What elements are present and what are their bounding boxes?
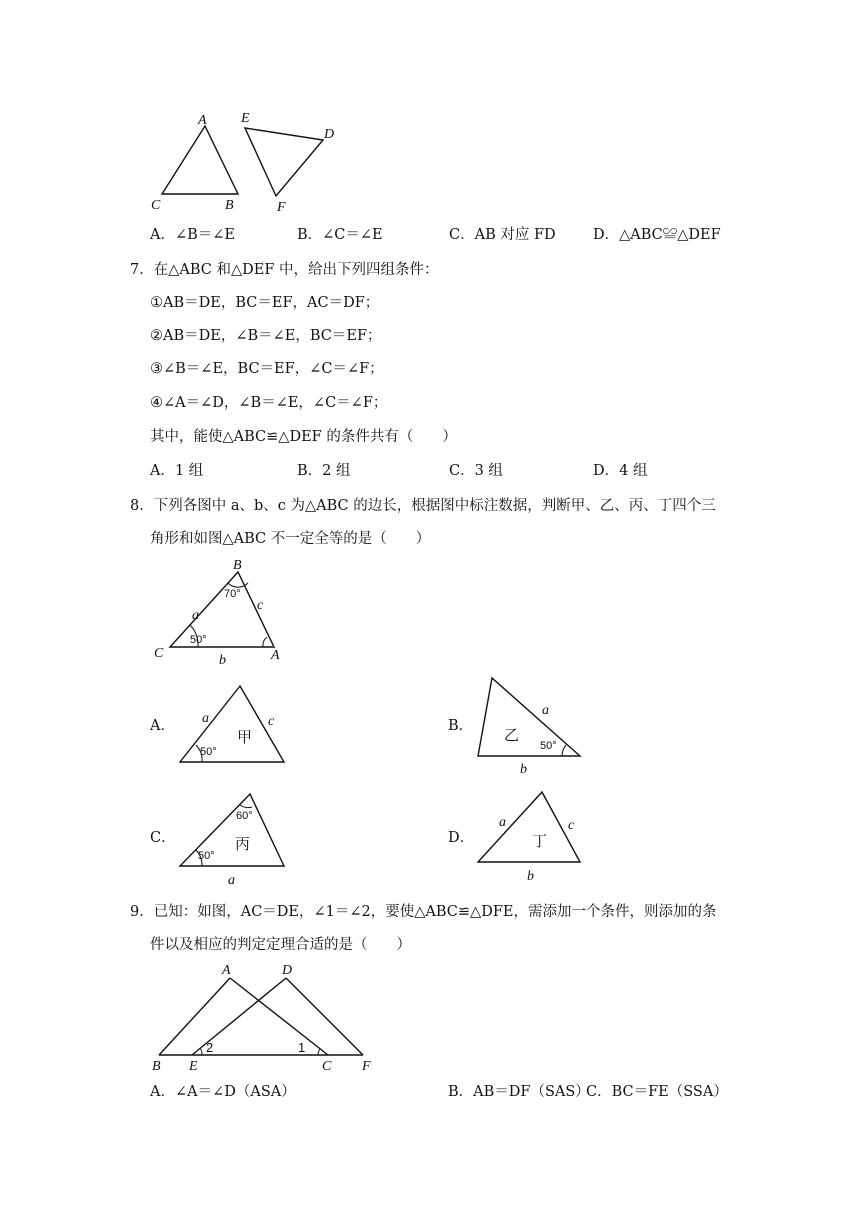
q9-label-D: D bbox=[282, 963, 293, 978]
q8-label-c: c bbox=[257, 598, 264, 613]
q9-stem-line2: 件以及相应的判定定理合适的是（ ） bbox=[150, 937, 411, 953]
q8-option-a-letter[interactable]: A． bbox=[150, 718, 175, 734]
triangle-def bbox=[245, 128, 323, 196]
q8-option-a-figure bbox=[176, 682, 296, 772]
q9-label-F: F bbox=[362, 1059, 371, 1074]
label-B: B bbox=[225, 198, 234, 213]
q6-option-b[interactable]: B．∠C＝∠E bbox=[297, 227, 383, 243]
q7-condition-2: ②AB＝DE，∠B＝∠E，BC＝EF； bbox=[150, 328, 382, 344]
q8-stem-line2: 角形和如图△ABC 不一定全等的是（ ） bbox=[150, 531, 431, 547]
label-A: A bbox=[198, 113, 207, 128]
q7-question: 其中，能使△ABC≌△DEF 的条件共有（ ） bbox=[150, 429, 457, 445]
label-C: C bbox=[151, 198, 161, 213]
q8-option-b-letter[interactable]: B． bbox=[448, 718, 474, 734]
q8-option-c-figure bbox=[176, 788, 296, 892]
q7-stem: 7．在△ABC 和△DEF 中，给出下列四组条件： bbox=[130, 262, 439, 278]
q7-option-b[interactable]: B．2 组 bbox=[297, 463, 351, 479]
q8-a-side-c: c bbox=[268, 714, 275, 729]
q7-condition-4: ④∠A＝∠D，∠B＝∠E，∠C＝∠F； bbox=[150, 395, 388, 411]
q8-label-A: A bbox=[271, 648, 280, 663]
q8-b-side-b: b bbox=[520, 762, 527, 777]
q8-c-angle-top: 60° bbox=[236, 810, 253, 822]
q8-main-figure bbox=[150, 556, 290, 666]
label-D: D bbox=[324, 127, 335, 142]
q6-option-a[interactable]: A．∠B＝∠E bbox=[150, 227, 236, 243]
q9-stem-line1: 9．已知：如图，AC＝DE，∠1＝∠2，要使△ABC≌△DFE，需添加一个条件，则添加的条 bbox=[130, 904, 717, 920]
q8-d-name: 丁 bbox=[532, 832, 548, 850]
q8-d-side-b: b bbox=[527, 869, 534, 884]
q8-a-side-a: a bbox=[202, 711, 209, 726]
q8-c-name: 丙 bbox=[235, 835, 251, 853]
q8-b-angle: 50° bbox=[540, 740, 557, 752]
q8-b-side-a: a bbox=[542, 703, 549, 718]
q6-figure bbox=[145, 108, 345, 218]
q6-option-c[interactable]: C．AB 对应 FD bbox=[449, 227, 556, 243]
label-E: E bbox=[241, 111, 250, 126]
q9-option-b[interactable]: B．AB＝DF（SAS） bbox=[448, 1084, 590, 1100]
q7-condition-1: ①AB＝DE，BC＝EF，AC＝DF； bbox=[150, 295, 380, 311]
q8-option-d-letter[interactable]: D． bbox=[448, 830, 475, 846]
q8-a-angle: 50° bbox=[200, 746, 217, 758]
q6-option-d[interactable]: D．△ABC≌△DEF bbox=[593, 227, 721, 243]
q8-label-B: B bbox=[233, 558, 242, 573]
q9-angle-2: 2 bbox=[206, 1040, 214, 1055]
q9-option-a[interactable]: A．∠A＝∠D（ASA） bbox=[150, 1084, 296, 1100]
q8-option-d-figure bbox=[472, 786, 592, 890]
q8-c-side-a: a bbox=[228, 873, 235, 888]
q7-condition-3: ③∠B＝∠E，BC＝EF，∠C＝∠F； bbox=[150, 361, 384, 377]
q8-label-b: b bbox=[219, 653, 226, 668]
q8-label-C: C bbox=[154, 646, 164, 661]
q8-angle-70: 70° bbox=[224, 588, 241, 600]
q9-label-B: B bbox=[152, 1059, 161, 1074]
q7-option-a[interactable]: A．1 组 bbox=[150, 463, 204, 479]
triangle-abc bbox=[162, 126, 238, 194]
q9-figure bbox=[148, 960, 388, 1075]
q9-option-c[interactable]: C．BC＝FE（SSA） bbox=[586, 1084, 728, 1100]
q9-angle-1: 1 bbox=[298, 1040, 306, 1055]
q7-option-c[interactable]: C．3 组 bbox=[449, 463, 503, 479]
q8-c-angle: 50° bbox=[198, 850, 215, 862]
q9-label-A: A bbox=[222, 963, 231, 978]
q8-stem-line1: 8．下列各图中 a、b、c 为△ABC 的边长，根据图中标注数据，判断甲、乙、丙、丁四个三 bbox=[130, 498, 716, 514]
q8-angle-50: 50° bbox=[190, 634, 207, 646]
q9-label-E: E bbox=[189, 1059, 198, 1074]
q9-label-C: C bbox=[322, 1059, 332, 1074]
q8-b-name: 乙 bbox=[504, 726, 520, 744]
q8-d-side-c: c bbox=[568, 818, 575, 833]
q8-d-side-a: a bbox=[499, 815, 506, 830]
q8-label-a: a bbox=[192, 608, 199, 623]
q8-option-b-figure bbox=[472, 672, 592, 776]
q8-a-name: 甲 bbox=[237, 728, 253, 746]
q8-option-c-letter[interactable]: C． bbox=[150, 830, 176, 846]
q7-option-d[interactable]: D．4 组 bbox=[593, 463, 648, 479]
label-F: F bbox=[277, 200, 286, 215]
